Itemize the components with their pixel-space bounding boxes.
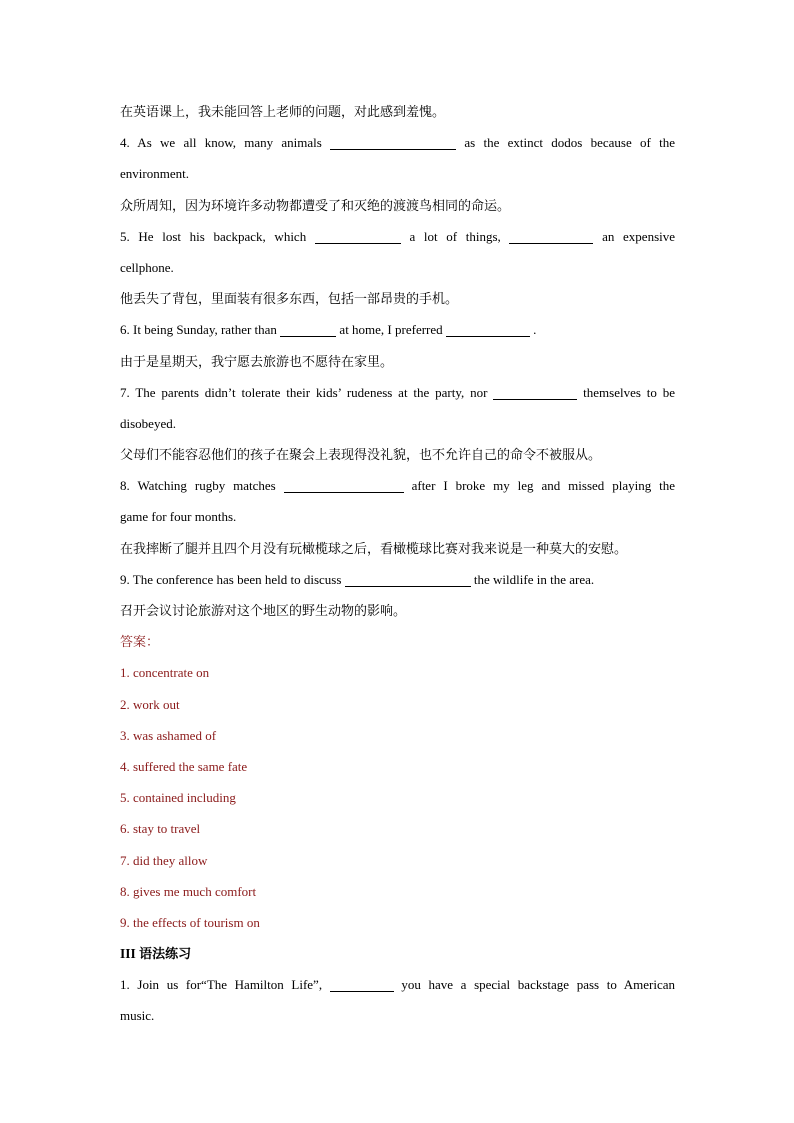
text-segment: 1. concentrate on xyxy=(120,665,210,681)
fill-in-blank[interactable] xyxy=(330,135,456,150)
text-segment: 9. the effects of tourism on xyxy=(120,914,260,930)
text-segment: 语法练习 xyxy=(139,947,192,963)
text-segment: themselves to be xyxy=(583,384,675,400)
text-segment: music. xyxy=(120,1008,155,1024)
translation-line xyxy=(120,439,675,470)
text-segment: 7. did they allow xyxy=(120,852,208,868)
text-segment: an expensive xyxy=(602,228,675,244)
fill-in-blank[interactable] xyxy=(315,229,401,244)
text-segment: 召开会议讨论旅游对这个地区的野生动物的影响。 xyxy=(120,604,407,619)
translation-line xyxy=(120,533,675,564)
answer-line xyxy=(120,657,675,688)
text-segment: 7. The parents didn’t tolerate their kids’ rudeness at the party, nor xyxy=(120,384,494,400)
text-segment: 5. contained including xyxy=(120,790,236,806)
answer-line xyxy=(120,720,675,751)
text-segment: you have a special backstage pass to American xyxy=(401,977,675,993)
text-segment: 8. Watching rugby matches xyxy=(120,478,284,494)
exercise-line xyxy=(120,470,675,501)
text-segment: III xyxy=(120,946,140,962)
text-segment: 5. He lost his backpack, which xyxy=(120,228,315,244)
text-segment: 8. gives me much comfort xyxy=(120,883,257,899)
text-segment: 1. Join us for“The Hamilton Life”, xyxy=(120,977,330,993)
exercise-line xyxy=(120,564,675,595)
section-heading xyxy=(120,938,675,969)
text-segment: 在英语课上，我未能回答上老师的问题，对此感到羞愧。 xyxy=(120,105,446,120)
text-segment: cellphone. xyxy=(120,259,174,275)
answer-line xyxy=(120,813,675,844)
translation-line xyxy=(120,595,675,626)
text-segment: 2. work out xyxy=(120,696,180,712)
exercise-line xyxy=(120,969,675,1000)
text-segment: 9. The conference has been held to discuss xyxy=(120,571,345,587)
fill-in-blank[interactable] xyxy=(509,229,593,244)
text-segment: game for four months. xyxy=(120,509,237,525)
translation-line xyxy=(120,190,675,221)
exercise-line xyxy=(120,127,675,158)
text-segment: 父母们不能容忍他们的孩子在聚会上表现得没礼貌，也不允许自己的命令不被服从。 xyxy=(120,448,602,464)
answer-line xyxy=(120,689,675,720)
text-segment: 他丢失了背包，里面装有很多东西，包括一部昂贵的手机。 xyxy=(120,292,459,308)
translation-line xyxy=(120,283,675,314)
exercise-line xyxy=(120,314,675,345)
fill-in-blank[interactable] xyxy=(280,322,336,337)
text-segment: as the extinct dodos because of the xyxy=(464,135,675,151)
translation-line xyxy=(120,346,675,377)
text-segment: disobeyed. xyxy=(120,415,176,431)
text-segment: 3. was ashamed of xyxy=(120,727,217,743)
text-segment: after I broke my leg and missed playing the xyxy=(411,478,675,494)
answer-line xyxy=(120,626,675,657)
fill-in-blank[interactable] xyxy=(493,385,577,400)
translation-line xyxy=(120,96,675,127)
answer-line xyxy=(120,782,675,813)
text-segment: at home, I preferred xyxy=(339,322,446,338)
text-segment: the wildlife in the area. xyxy=(473,571,595,587)
fill-in-blank[interactable] xyxy=(345,572,471,587)
exercise-line xyxy=(120,377,675,408)
text-segment: . xyxy=(533,322,537,338)
text-segment: environment. xyxy=(120,166,189,182)
fill-in-blank[interactable] xyxy=(284,478,404,493)
answer-line xyxy=(120,907,675,938)
text-segment: 4. As we all know, many animals xyxy=(120,135,331,151)
fill-in-blank[interactable] xyxy=(330,977,394,992)
text-segment: 答案： xyxy=(120,635,160,651)
text-segment: 由于是星期天，我宁愿去旅游也不愿待在家里。 xyxy=(120,354,394,370)
answer-line xyxy=(120,876,675,907)
fill-in-blank[interactable] xyxy=(446,322,530,337)
text-segment: 6. stay to travel xyxy=(120,821,201,837)
text-segment: 4. suffered the same fate xyxy=(120,758,248,774)
document-body xyxy=(120,96,675,1032)
exercise-line xyxy=(120,408,675,439)
text-segment: 众所周知，因为环境许多动物都遭受了和灭绝的渡渡鸟相同的命运。 xyxy=(120,198,511,214)
answer-line xyxy=(120,751,675,782)
answer-line xyxy=(120,845,675,876)
exercise-line xyxy=(120,252,675,283)
exercise-line xyxy=(120,501,675,532)
text-segment: 6. It being Sunday, rather than xyxy=(120,322,281,338)
exercise-line xyxy=(120,158,675,189)
exercise-line xyxy=(120,1000,675,1031)
text-segment: 在我摔断了腿并且四个月没有玩橄榄球之后，看橄榄球比赛对我来说是一种莫大的安慰。 xyxy=(120,541,628,557)
text-segment: a lot of things, xyxy=(409,228,510,244)
exercise-line xyxy=(120,221,675,252)
